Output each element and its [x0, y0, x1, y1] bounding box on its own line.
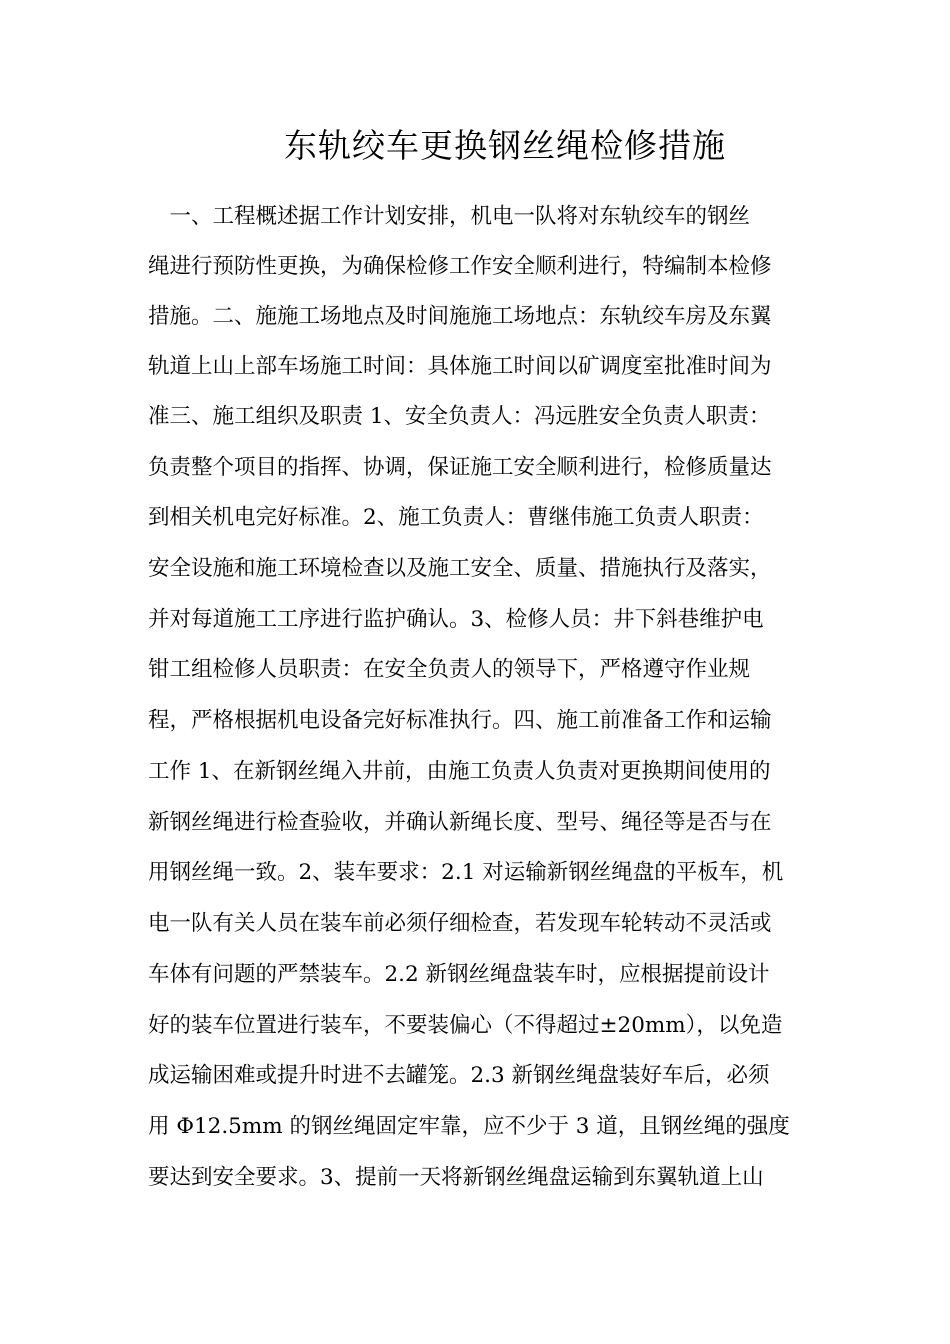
body-line-10: 钳工组检修人员职责：在安全负责人的领导下，严格遵守作业规 [148, 657, 751, 682]
body-line-5: 准三、施工组织及职责 1、安全负责人：冯远胜安全负责人职责： [148, 404, 771, 429]
document-title: 东轨绞车更换钢丝绳检修措施 [284, 126, 726, 165]
body-line-11: 程，严格根据机电设备完好标准执行。四、施工前准备工作和运输 [148, 708, 772, 733]
body-line-17: 好的装车位置进行装车，不要装偏心（不得超过±20mm），以免造 [148, 1013, 783, 1038]
body-line-2: 绳进行预防性更换，为确保检修工作安全顺利进行，特编制本检修 [148, 254, 772, 279]
body-line-20: 要达到安全要求。3、提前一天将新钢丝绳盘运输到东翼轨道上山 [148, 1165, 764, 1190]
body-line-16: 车体有问题的严禁装车。2.2 新钢丝绳盘装车时，应根据提前设计 [148, 962, 770, 987]
body-line-8: 安全设施和施工环境检查以及施工安全、质量、措施执行及落实， [148, 556, 772, 581]
body-line-9: 并对每道施工工序进行监护确认。3、检修人员：井下斜巷维护电 [148, 607, 764, 632]
body-line-3: 措施。二、施施工场地点及时间施施工场地点：东轨绞车房及东翼 [148, 304, 772, 329]
body-line-12: 工作 1、在新钢丝绳入井前，由施工负责人负责对更换期间使用的 [148, 759, 771, 784]
body-line-15: 电一队有关人员在装车前必须仔细检查，若发现车轮转动不灵活或 [148, 911, 772, 936]
body-line-1: 一、工程概述据工作计划安排，机电一队将对东轨绞车的钢丝 [148, 204, 751, 229]
body-line-18: 成运输困难或提升时进不去罐笼。2.3 新钢丝绳盘装好车后，必须 [148, 1063, 770, 1088]
body-line-14: 用钢丝绳一致。2、装车要求：2.1 对运输新钢丝绳盘的平板车，机 [148, 860, 784, 885]
body-line-6: 负责整个项目的指挥、协调，保证施工安全顺利进行，检修质量达 [148, 455, 772, 480]
body-line-13: 新钢丝绳进行检查验收，并确认新绳长度、型号、绳径等是否与在 [148, 810, 772, 835]
body-line-4: 轨道上山上部车场施工时间：具体施工时间以矿调度室批准时间为 [148, 354, 772, 379]
body-line-7: 到相关机电完好标准。2、施工负责人：曹继伟施工负责人职责： [148, 505, 764, 530]
body-line-19: 用 Φ12.5mm 的钢丝绳固定牢靠，应不少于 3 道，且钢丝绳的强度 [148, 1114, 790, 1139]
